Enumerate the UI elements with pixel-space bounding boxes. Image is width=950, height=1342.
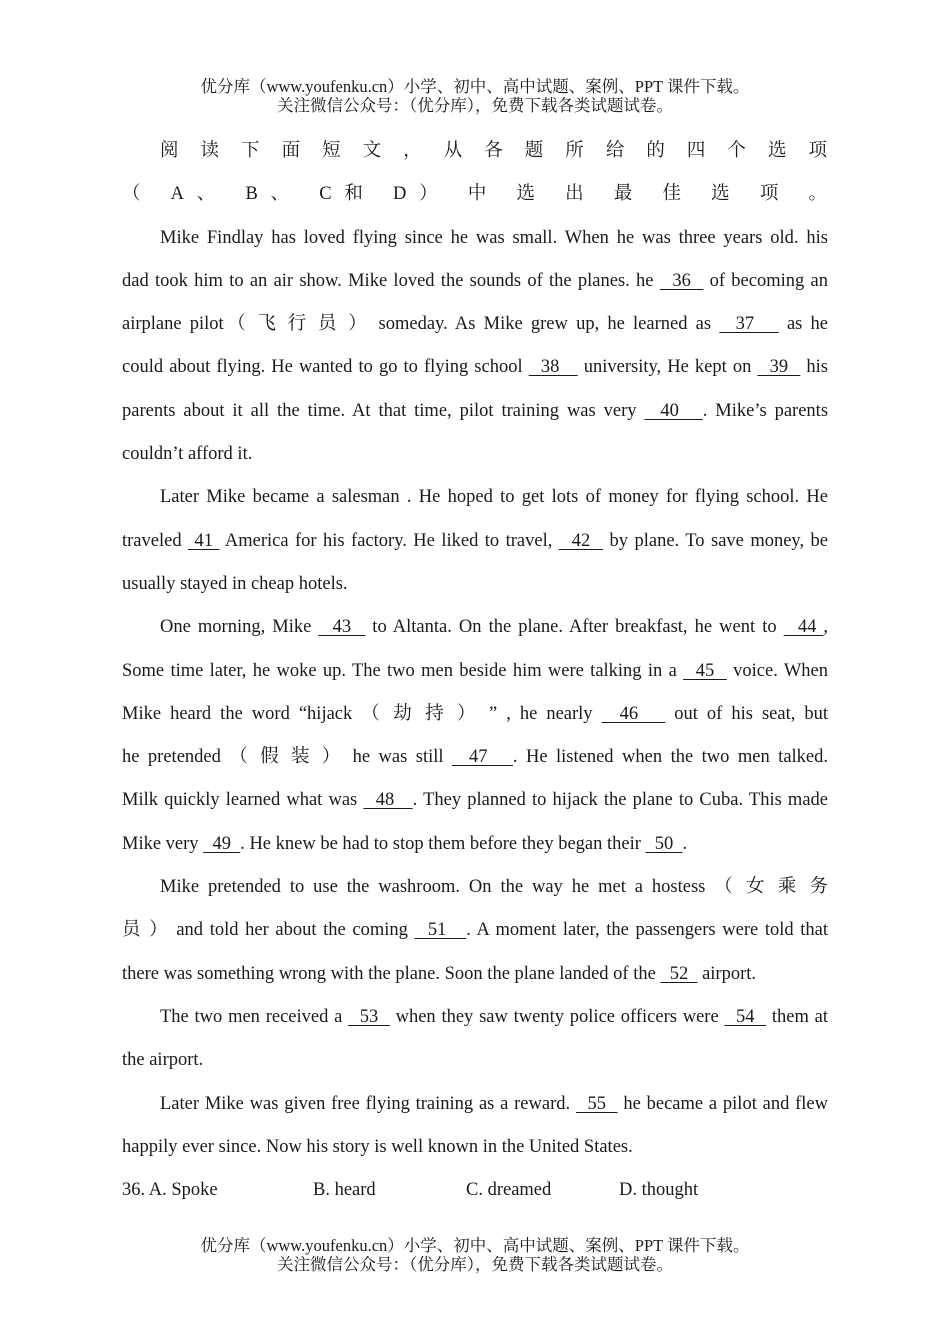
passage-line (122, 476, 828, 519)
passage-text: . Mike’s parents (702, 400, 829, 421)
instruction-line-2: （ A、 B、 C和 D） 中 选 出 最 佳 选 项 。 (122, 184, 828, 205)
passage-text: as he (778, 314, 829, 335)
passage-text: parents about it all the time. At that time, pilot training was very (122, 400, 645, 421)
passage-line (122, 1039, 828, 1082)
passage-text: university, He kept on (577, 357, 758, 378)
answer-blank[interactable]: 36 (659, 270, 704, 291)
passage-line (122, 390, 828, 433)
answer-blank[interactable]: 54 (724, 1006, 767, 1027)
passage-text: . He listened when the two men talked. (512, 747, 829, 768)
answer-blank[interactable]: 45 (683, 660, 727, 681)
answer-blank[interactable]: 49 (203, 833, 241, 854)
passage-text: One morning, Mike (160, 617, 319, 638)
passage-line (122, 563, 828, 606)
answer-blank[interactable]: 52 (660, 963, 698, 984)
answer-blank[interactable]: 44 (783, 617, 824, 638)
question-36-number-option-a[interactable]: 36. A. Spoke (122, 1180, 218, 1201)
question-36-option-c[interactable]: C. dreamed (466, 1180, 552, 1201)
header-line-2: 关注微信公众号：（优分库），免费下载各类试题试卷。 (277, 96, 673, 115)
passage-text: his (800, 357, 829, 378)
footer-line-1: 优分库（www.youfenku.cn）小学、初中、高中试题、案例、PPT 课件下载。 (200, 1236, 750, 1255)
passage-line (122, 693, 828, 736)
passage-text: them at (766, 1006, 829, 1027)
passage-text: 员 ） and told her about the coming (122, 920, 415, 941)
passage-text: by plane. To save money, be (603, 530, 829, 551)
question-36-option-d[interactable]: D. thought (619, 1180, 699, 1201)
passage-text: . (682, 833, 688, 854)
passage-line (122, 996, 828, 1039)
answer-blank[interactable]: 39 (757, 357, 801, 378)
passage-text: when they saw twenty police officers were (389, 1006, 725, 1027)
answer-blank[interactable]: 38 (528, 357, 578, 378)
answer-blank[interactable]: 41 (188, 530, 220, 551)
passage-line (122, 866, 828, 909)
passage (122, 217, 828, 1170)
passage-text: Mike Findlay has loved flying since he was small. When he was three years old. his (160, 227, 828, 248)
passage-text: America for his factory. He liked to travel, (219, 530, 559, 551)
passage-line (122, 779, 828, 822)
page-footer (0, 1236, 950, 1274)
passage-text: he pretended （ 假 装 ） he was still (122, 747, 453, 768)
passage-text: Mike heard the word “hijack （ 劫 持 ） ” , he nearly (122, 703, 602, 724)
passage-text: Mike very (122, 833, 204, 854)
answer-blank[interactable]: 51 (414, 920, 467, 941)
passage-text: usually stayed in cheap hotels. (122, 573, 348, 594)
passage-text: . He knew be had to stop them before they began their (240, 833, 646, 854)
passage-line (122, 433, 828, 476)
passage-text: happily ever since. Now his story is well known in the United States. (122, 1136, 633, 1157)
passage-line (122, 606, 828, 649)
passage-text: there was something wrong with the plane. Soon the plane landed of the (122, 963, 661, 984)
passage-line (122, 1126, 828, 1169)
answer-blank[interactable]: 40 (644, 400, 703, 421)
question-36 (122, 1169, 828, 1212)
footer-line-2: 关注微信公众号：（优分库），免费下载各类试题试卷。 (277, 1255, 673, 1274)
passage-text: couldn’t afford it. (122, 444, 253, 465)
passage-text: Later Mike was given free flying training as a reward. (160, 1093, 576, 1114)
passage-text: . A moment later, the passengers were told that (466, 920, 829, 941)
passage-line (122, 823, 828, 866)
passage-text: Some time later, he woke up. The two men beside him were talking in a (122, 660, 684, 681)
passage-line (122, 346, 828, 389)
passage-line (122, 217, 828, 260)
instruction-line-1: 阅 读 下 面 短 文 ， 从 各 题 所 给 的 四 个 选 项 (160, 141, 828, 161)
passage-line (122, 1083, 828, 1126)
passage-line (122, 520, 828, 563)
passage-line (122, 303, 828, 346)
answer-blank[interactable]: 47 (452, 747, 513, 768)
passage-line (122, 953, 828, 996)
passage-line (122, 650, 828, 693)
answer-blank[interactable]: 46 (601, 703, 666, 724)
passage-text: airport. (697, 963, 756, 984)
question-36-option-b[interactable]: B. heard (313, 1180, 376, 1201)
answer-blank[interactable]: 43 (318, 617, 366, 638)
passage-text: , (823, 617, 829, 638)
passage-text: . They planned to hijack the plane to Cuba. This made (412, 790, 828, 811)
header-line-1: 优分库（www.youfenku.cn）小学、初中、高中试题、案例、PPT 课件下载。 (200, 77, 750, 96)
passage-line (122, 909, 828, 952)
passage-text: voice. When (726, 660, 829, 681)
answer-blank[interactable]: 48 (363, 790, 413, 811)
passage-text: to Altanta. On the plane. After breakfast, he went to (365, 617, 784, 638)
answer-blank[interactable]: 42 (558, 530, 604, 551)
answer-blank[interactable]: 37 (719, 314, 779, 335)
passage-text: could about flying. He wanted to go to flying school (122, 357, 529, 378)
passage-text: Later Mike became a salesman . He hoped to get lots of money for flying school. He (160, 487, 828, 508)
passage-text: Milk quickly learned what was (122, 790, 364, 811)
passage-text: the airport. (122, 1050, 204, 1071)
passage-text: out of his seat, but (665, 703, 829, 724)
passage-line (122, 260, 828, 303)
passage-text: dad took him to an air show. Mike loved the sounds of the planes. he (122, 270, 660, 291)
passage-text: Mike pretended to use the washroom. On the way he met a hostess （ 女 乘 务 (160, 877, 828, 898)
answer-blank[interactable]: 50 (645, 833, 683, 854)
answer-blank[interactable]: 55 (575, 1093, 618, 1114)
passage-text: traveled (122, 530, 189, 551)
passage-text: he became a pilot and flew (617, 1093, 828, 1114)
answer-blank[interactable]: 53 (348, 1006, 390, 1027)
document-body (122, 130, 828, 1212)
passage-text: airplane pilot（ 飞 行 员 ） someday. As Mike grew up, he learned as (122, 314, 720, 335)
passage-text: of becoming an (703, 270, 828, 291)
passage-line (122, 736, 828, 779)
page-header (0, 77, 950, 115)
passage-text: The two men received a (160, 1006, 349, 1027)
